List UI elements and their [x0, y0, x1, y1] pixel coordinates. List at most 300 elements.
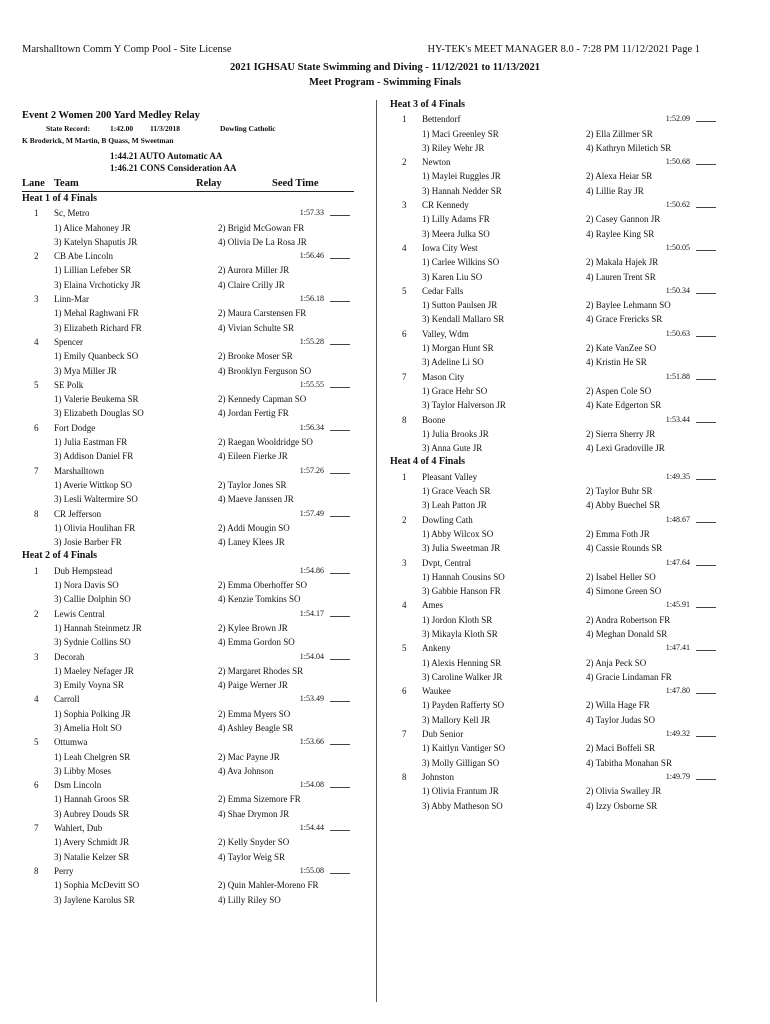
swimmer-row: [22, 764, 354, 778]
result-blank-line: [330, 339, 350, 345]
swimmer-row: [390, 355, 720, 369]
swimmer-2: 2) Aspen Cole SO: [586, 385, 652, 396]
swimmer-2: 2) Quin Mahler-Moreno FR: [218, 880, 319, 891]
team-name: Lewis Central: [54, 608, 105, 619]
swimmer-1: 1) Morgan Hunt SR: [422, 343, 494, 354]
swimmer-row: [390, 799, 720, 813]
lane-number: 5: [34, 379, 39, 390]
result-blank-line: [330, 782, 350, 788]
entry-team-row: [22, 249, 354, 263]
col-relay: Relay: [196, 178, 222, 189]
left-column: [22, 109, 354, 907]
team-name: SE Polk: [54, 379, 84, 390]
record-swimmers: K Broderick, M Martin, B Quass, M Sweetman: [22, 136, 174, 145]
swimmer-1: 1) Olivia Houlihan FR: [54, 522, 136, 533]
swimmer-2: 2) Baylee Lehmann SO: [586, 300, 671, 311]
swimmer-4: 4) Tabitha Monahan SR: [586, 757, 672, 768]
entry-team-row: [22, 692, 354, 706]
swimmer-1: 1) Jordon Kloth SR: [422, 614, 493, 625]
team-name: Sc, Metro: [54, 208, 90, 219]
team-name: Dub Senior: [422, 729, 464, 740]
team-name: Dvpt, Central: [422, 557, 471, 568]
seed-time: 1:49.32: [665, 729, 690, 739]
swimmer-3: 3) Caroline Walker JR: [422, 671, 503, 682]
seed-time: 1:53.66: [299, 737, 324, 747]
entry-team-row: [390, 370, 720, 384]
swimmer-1: 1) Maeley Nefager JR: [54, 665, 134, 676]
lane-number: 5: [34, 737, 39, 748]
swimmer-4: 4) Abby Buechel SR: [586, 500, 661, 511]
swimmer-4: 4) Paige Werner JR: [218, 680, 288, 691]
team-name: Ames: [422, 600, 443, 611]
swimmer-4: 4) Claire Crilly JR: [218, 279, 285, 290]
swimmer-2: 2) Taylor Buhr SR: [586, 486, 653, 497]
seed-time: 1:56.46: [299, 251, 324, 261]
lane-number: 1: [34, 208, 39, 219]
swimmer-4: 4) Eileen Fierke JR: [218, 451, 288, 462]
swimmer-3: 3) Libby Moses: [54, 765, 111, 776]
seed-time: 1:54.44: [299, 823, 324, 833]
swimmer-2: 2) Brooke Moser SR: [218, 351, 293, 362]
team-name: Dsm Lincoln: [54, 780, 102, 791]
swimmer-4: 4) Raylee King SR: [586, 228, 655, 239]
standard-cons: 1:46.21 CONS Consideration AA: [110, 163, 237, 173]
record-label: State Record:: [46, 124, 90, 133]
swimmer-row: [390, 570, 720, 584]
swimmer-3: 3) Aubrey Douds SR: [54, 808, 130, 819]
swimmer-row: [390, 312, 720, 326]
seed-time: 1:50.63: [665, 328, 690, 338]
entry-team-row: [390, 641, 720, 655]
seed-time: 1:54.04: [299, 651, 324, 661]
swimmer-2: 2) Makala Hajek JR: [586, 257, 659, 268]
lane-number: 4: [402, 242, 407, 253]
swimmer-row: [22, 678, 354, 692]
swimmer-1: 1) Valerie Beukema SR: [54, 394, 139, 405]
swimmer-row: [22, 521, 354, 535]
seed-time: 1:47.80: [665, 686, 690, 696]
lane-number: 7: [402, 371, 407, 382]
team-name: Marshalltown: [54, 465, 104, 476]
col-team: Team: [54, 178, 79, 189]
standard-auto: 1:44.21 AUTO Automatic AA: [110, 151, 223, 161]
lane-number: 4: [34, 336, 39, 347]
lane-number: 6: [34, 422, 39, 433]
swimmer-2: 2) Willa Hage FR: [586, 700, 650, 711]
entry-team-row: [390, 684, 720, 698]
swimmer-2: 2) Emma Oberhoffer SO: [218, 580, 308, 591]
swimmer-3: 3) Mikayla Kloth SR: [422, 628, 498, 639]
lane-number: 7: [34, 823, 39, 834]
swimmer-row: [22, 807, 354, 821]
swimmer-1: 1) Abby Wilcox SO: [422, 528, 494, 539]
team-name: Ottumwa: [54, 737, 88, 748]
entry-team-row: [390, 598, 720, 612]
swimmer-1: 1) Maylei Ruggles JR: [422, 171, 501, 182]
team-name: Bettendorf: [422, 114, 461, 125]
entry-team-row: [390, 770, 720, 784]
swimmer-4: 4) Gracie Lindaman FR: [586, 671, 672, 682]
swimmer-row: [22, 535, 354, 549]
swimmer-3: 3) Abby Matheson SO: [422, 800, 503, 811]
team-name: Fort Dodge: [54, 422, 96, 433]
swimmer-3: 3) Meera Julka SO: [422, 228, 490, 239]
swimmer-row: [390, 613, 720, 627]
result-blank-line: [696, 159, 716, 165]
lane-number: 3: [402, 557, 407, 568]
swimmer-3: 3) Riley Wehr JR: [422, 142, 485, 153]
entry-team-row: [22, 821, 354, 835]
seed-time: 1:57.33: [299, 208, 324, 218]
swimmer-1: 1) Olivia Frantum JR: [422, 786, 499, 797]
result-blank-line: [330, 568, 350, 574]
lane-number: 2: [402, 514, 407, 525]
swimmer-1: 1) Hannah Groos SR: [54, 794, 130, 805]
swimmer-2: 2) Emma Foth JR: [586, 528, 650, 539]
lane-number: 1: [402, 114, 407, 125]
swimmer-2: 2) Margaret Rhodes SR: [218, 665, 304, 676]
entry-team-row: [390, 284, 720, 298]
lane-number: 5: [402, 643, 407, 654]
swimmer-2: 2) Kennedy Capman SO: [218, 394, 307, 405]
entry-team-row: [390, 727, 720, 741]
swimmer-3: 3) Elizabeth Richard FR: [54, 322, 142, 333]
result-blank-line: [330, 253, 350, 259]
swimmer-1: 1) Avery Schmidt JR: [54, 837, 130, 848]
swimmer-row: [390, 484, 720, 498]
swimmer-row: [390, 298, 720, 312]
swimmer-4: 4) Grace Frericks SR: [586, 314, 663, 325]
result-blank-line: [330, 739, 350, 745]
result-blank-line: [696, 517, 716, 523]
team-name: CR Jefferson: [54, 508, 102, 519]
swimmer-4: 4) Brooklyn Ferguson SO: [218, 365, 312, 376]
swimmer-row: [22, 449, 354, 463]
team-name: Spencer: [54, 336, 83, 347]
swimmer-4: 4) Emma Gordon SO: [218, 637, 295, 648]
swimmer-2: 2) Taylor Jones SR: [218, 479, 287, 490]
swimmer-3: 3) Lesli Waltermire SO: [54, 494, 138, 505]
swimmer-row: [390, 713, 720, 727]
swimmer-2: 2) Olivia Swalley JR: [586, 786, 662, 797]
result-blank-line: [696, 731, 716, 737]
swimmer-1: 1) Grace Hehr SO: [422, 385, 488, 396]
seed-time: 1:55.55: [299, 379, 324, 389]
seed-time: 1:57.26: [299, 465, 324, 475]
col-lane: Lane: [22, 178, 45, 189]
swimmer-row: [22, 635, 354, 649]
swimmer-3: 3) Julia Sweetman JR: [422, 543, 501, 554]
lane-number: 4: [402, 600, 407, 611]
swimmer-2: 2) Addi Mougin SO: [218, 522, 290, 533]
team-name: Johnston: [422, 771, 455, 782]
swimmer-2: 2) Anja Peck SO: [586, 657, 647, 668]
swimmer-2: 2) Alexa Heiar SR: [586, 171, 653, 182]
swimmer-row: [390, 169, 720, 183]
result-blank-line: [696, 417, 716, 423]
swimmer-1: 1) Maci Greenley SR: [422, 128, 499, 139]
header-site-license: Marshalltown Comm Y Comp Pool - Site License: [22, 44, 232, 55]
swimmer-2: 2) Brigid McGowan FR: [218, 222, 305, 233]
result-blank-line: [696, 474, 716, 480]
swimmer-4: 4) Kenzie Tomkins SO: [218, 594, 301, 605]
swimmer-4: 4) Ava Johnson: [218, 765, 274, 776]
swimmer-1: 1) Averie Wittkop SO: [54, 479, 133, 490]
swimmer-4: 4) Meghan Donald SR: [586, 628, 668, 639]
team-name: Iowa City West: [422, 242, 478, 253]
swimmer-3: 3) Gabbie Hanson FR: [422, 586, 501, 597]
swimmer-1: 1) Grace Veach SR: [422, 486, 491, 497]
swimmer-row: [22, 750, 354, 764]
swimmer-row: [22, 578, 354, 592]
swimmer-2: 2) Emma Sizemore FR: [218, 794, 301, 805]
swimmer-1: 1) Emily Quanbeck SO: [54, 351, 139, 362]
seed-time: 1:54.86: [299, 565, 324, 575]
swimmer-row: [390, 384, 720, 398]
seed-time: 1:50.05: [665, 242, 690, 252]
swimmer-2: 2) Sierra Sherry JR: [586, 428, 656, 439]
seed-time: 1:55.28: [299, 336, 324, 346]
swimmer-2: 2) Andra Robertson FR: [586, 614, 671, 625]
team-name: Mason City: [422, 371, 465, 382]
swimmer-row: [390, 227, 720, 241]
lane-number: 1: [402, 471, 407, 482]
swimmer-row: [390, 527, 720, 541]
seed-time: 1:56.18: [299, 294, 324, 304]
swimmer-1: 1) Alexis Henning SR: [422, 657, 502, 668]
result-blank-line: [696, 645, 716, 651]
column-headers: [22, 177, 354, 192]
swimmer-4: 4) Kristin He SR: [586, 357, 647, 368]
result-blank-line: [696, 374, 716, 380]
heat-title: Heat 2 of 4 Finals: [22, 550, 97, 562]
swimmer-2: 2) Ella Zillmer SR: [586, 128, 653, 139]
lane-number: 2: [34, 608, 39, 619]
seed-time: 1:54.08: [299, 780, 324, 790]
seed-time: 1:47.64: [665, 557, 690, 567]
swimmer-3: 3) Molly Gilligan SO: [422, 757, 500, 768]
entry-team-row: [390, 556, 720, 570]
swimmer-1: 1) Nora Davis SO: [54, 580, 119, 591]
result-blank-line: [696, 331, 716, 337]
swimmer-1: 1) Sophia Polking JR: [54, 708, 131, 719]
result-blank-line: [330, 468, 350, 474]
result-blank-line: [330, 296, 350, 302]
lane-number: 6: [34, 780, 39, 791]
swimmer-3: 3) Sydnie Collins SO: [54, 637, 131, 648]
swimmer-2: 2) Maura Carstensen FR: [218, 308, 307, 319]
result-blank-line: [330, 210, 350, 216]
swimmer-1: 1) Hannah Steinmetz JR: [54, 622, 142, 633]
swimmer-3: 3) Elizabeth Douglas SO: [54, 408, 144, 419]
lane-number: 8: [34, 508, 39, 519]
entry-team-row: [22, 607, 354, 621]
seed-time: 1:45.91: [665, 600, 690, 610]
entry-team-row: [22, 564, 354, 578]
swimmer-row: [22, 349, 354, 363]
result-blank-line: [696, 245, 716, 251]
record-team: Dowling Catholic: [220, 124, 276, 133]
swimmer-row: [22, 435, 354, 449]
team-name: Cedar Falls: [422, 285, 464, 296]
swimmer-2: 2) Kelly Snyder SO: [218, 837, 290, 848]
column-divider: [376, 100, 377, 1002]
swimmer-4: 4) Taylor Judas SO: [586, 714, 655, 725]
swimmer-3: 3) Amelia Holt SO: [54, 722, 122, 733]
swimmer-4: 4) Ashley Beagle SR: [218, 722, 294, 733]
swimmer-row: [22, 278, 354, 292]
team-name: Decorah: [54, 651, 85, 662]
swimmer-row: [22, 221, 354, 235]
seed-time: 1:54.17: [299, 608, 324, 618]
lane-number: 3: [34, 294, 39, 305]
header-software-info: HY-TEK's MEET MANAGER 8.0 - 7:28 PM 11/12/2021 Page 1: [427, 44, 700, 55]
swimmer-1: 1) Julia Eastman FR: [54, 437, 128, 448]
lane-number: 8: [402, 771, 407, 782]
swimmer-row: [22, 721, 354, 735]
state-record: [22, 123, 354, 135]
swimmer-3: 3) Katelyn Shaputis JR: [54, 236, 138, 247]
seed-time: 1:50.68: [665, 157, 690, 167]
swimmer-row: [22, 621, 354, 635]
heat-title: Heat 3 of 4 Finals: [390, 99, 465, 110]
swimmer-1: 1) Hannah Cousins SO: [422, 571, 505, 582]
swimmer-3: 3) Emily Voyna SR: [54, 680, 124, 691]
swimmer-4: 4) Simone Green SO: [586, 586, 662, 597]
swimmer-1: 1) Mehal Raghwani FR: [54, 308, 139, 319]
result-blank-line: [330, 696, 350, 702]
result-blank-line: [330, 425, 350, 431]
entry-team-row: [390, 413, 720, 427]
swimmer-3: 3) Mya Miller JR: [54, 365, 117, 376]
swimmer-row: [390, 141, 720, 155]
entry-team-row: [22, 206, 354, 220]
result-blank-line: [330, 825, 350, 831]
meet-title: 2021 IGHSAU State Swimming and Diving - 11/12/2021 to 11/13/2021: [229, 62, 541, 73]
swimmer-4: 4) Vivian Schulte SR: [218, 322, 295, 333]
swimmer-row: [390, 698, 720, 712]
team-name: Carroll: [54, 694, 80, 705]
lane-number: 5: [402, 285, 407, 296]
seed-time: 1:49.79: [665, 771, 690, 781]
result-blank-line: [330, 654, 350, 660]
swimmer-row: [390, 427, 720, 441]
swimmer-row: [22, 235, 354, 249]
swimmer-4: 4) Lillie Ray JR: [586, 185, 644, 196]
result-blank-line: [696, 688, 716, 694]
team-name: Perry: [54, 865, 74, 876]
right-column: [390, 98, 720, 813]
swimmer-3: 3) Jaylene Karolus SR: [54, 894, 135, 905]
swimmer-2: 2) Raegan Wooldridge SO: [218, 437, 313, 448]
team-name: Pleasant Valley: [422, 471, 478, 482]
swimmer-3: 3) Mallory Kell JR: [422, 714, 491, 725]
swimmer-3: 3) Anna Gute JR: [422, 443, 483, 454]
program-subtitle: Meet Program - Swimming Finals: [308, 77, 462, 88]
entry-team-row: [390, 470, 720, 484]
swimmer-row: [22, 592, 354, 606]
entry-team-row: [22, 507, 354, 521]
swimmer-4: 4) Laney Klees JR: [218, 537, 285, 548]
swimmer-2: 2) Casey Gannon JR: [586, 214, 661, 225]
swimmer-3: 3) Natalie Kelzer SR: [54, 851, 130, 862]
seed-time: 1:49.35: [665, 471, 690, 481]
swimmer-4: 4) Lilly Riley SO: [218, 894, 281, 905]
result-blank-line: [696, 202, 716, 208]
entry-team-row: [22, 650, 354, 664]
swimmer-4: 4) Jordan Fertig FR: [218, 408, 289, 419]
swimmer-4: 4) Taylor Weig SR: [218, 851, 286, 862]
swimmer-row: [22, 478, 354, 492]
entry-team-row: [22, 421, 354, 435]
entry-team-row: [22, 735, 354, 749]
lane-number: 4: [34, 694, 39, 705]
lane-number: 6: [402, 686, 407, 697]
entry-team-row: [390, 112, 720, 126]
swimmer-row: [22, 664, 354, 678]
result-blank-line: [696, 560, 716, 566]
result-blank-line: [696, 116, 716, 122]
swimmer-row: [390, 212, 720, 226]
result-blank-line: [696, 288, 716, 294]
swimmer-row: [22, 492, 354, 506]
seed-time: 1:50.34: [665, 285, 690, 295]
team-name: Dub Hempstead: [54, 565, 113, 576]
lane-number: 8: [34, 865, 39, 876]
swimmer-2: 2) Kate VanZee SO: [586, 343, 657, 354]
swimmer-2: 2) Emma Myers SO: [218, 708, 291, 719]
swimmer-1: 1) Sophia McDevitt SO: [54, 880, 140, 891]
swimmer-3: 3) Karen Liu SO: [422, 271, 483, 282]
swimmer-row: [22, 263, 354, 277]
team-name: Valley, Wdm: [422, 328, 469, 339]
team-name: Newton: [422, 157, 451, 168]
seed-time: 1:55.08: [299, 865, 324, 875]
entry-team-row: [390, 155, 720, 169]
team-name: Linn-Mar: [54, 294, 89, 305]
swimmer-1: 1) Kaitlyn Vantiger SO: [422, 743, 506, 754]
swimmer-row: [390, 127, 720, 141]
result-blank-line: [330, 611, 350, 617]
swimmer-3: 3) Adeline Li SO: [422, 357, 484, 368]
swimmer-4: 4) Izzy Osborne SR: [586, 800, 658, 811]
team-name: Ankeny: [422, 643, 451, 654]
swimmer-row: [22, 850, 354, 864]
swimmer-4: 4) Kathryn Miletich SR: [586, 142, 672, 153]
swimmer-2: 2) Kylee Brown JR: [218, 622, 288, 633]
swimmer-3: 3) Taylor Halverson JR: [422, 400, 506, 411]
swimmer-row: [390, 627, 720, 641]
swimmer-3: 3) Addison Daniel FR: [54, 451, 134, 462]
seed-time: 1:57.49: [299, 508, 324, 518]
entry-team-row: [390, 513, 720, 527]
entry-team-row: [390, 241, 720, 255]
swimmer-row: [22, 306, 354, 320]
lane-number: 3: [34, 651, 39, 662]
swimmer-row: [390, 741, 720, 755]
entry-team-row: [22, 778, 354, 792]
swimmer-row: [22, 707, 354, 721]
lane-number: 2: [402, 157, 407, 168]
seed-time: 1:51.88: [665, 371, 690, 381]
entry-team-row: [22, 292, 354, 306]
entry-team-row: [22, 378, 354, 392]
lane-number: 6: [402, 328, 407, 339]
seed-time: 1:53.44: [665, 414, 690, 424]
swimmer-3: 3) Callie Dolphin SO: [54, 594, 131, 605]
event-title: Event 2 Women 200 Yard Medley Relay: [22, 110, 200, 121]
team-name: Wahlert, Dub: [54, 823, 103, 834]
